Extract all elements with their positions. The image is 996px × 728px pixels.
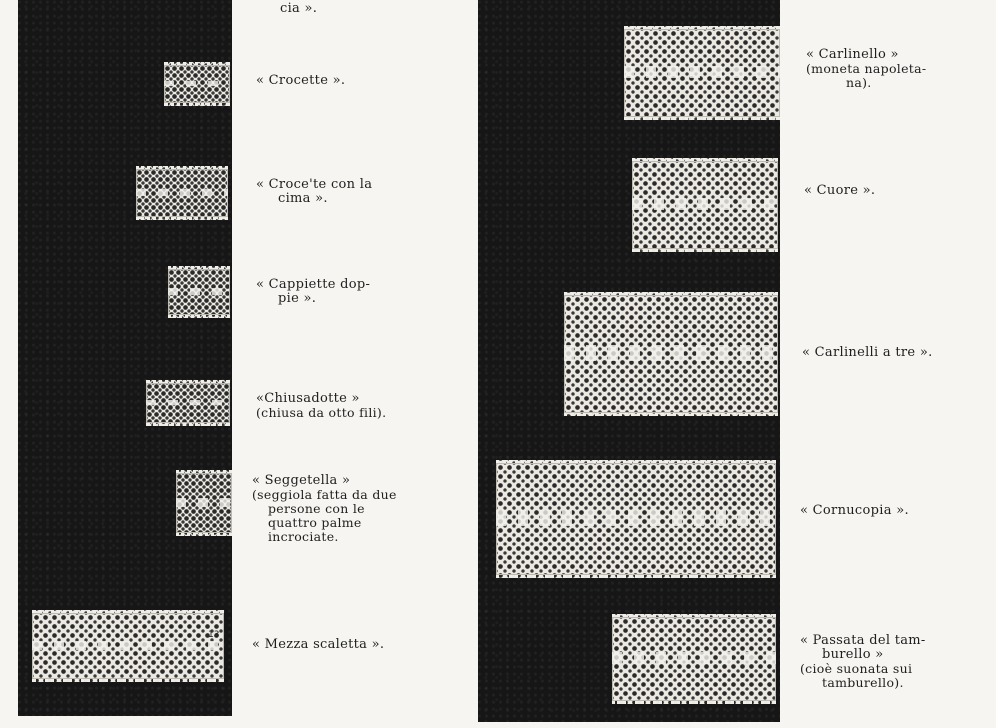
lace-sample-carlinelli-a-tre: [564, 292, 778, 416]
lace-sample-seggetella: [176, 470, 232, 536]
lace-sample-cornucopia: [496, 460, 776, 578]
caption-cornucopia: « Cornucopia ».: [800, 503, 909, 518]
caption-seggetella: « Seggetella » (seggiola fatta da due persone con le quattro palme incrociate.: [252, 473, 397, 544]
caption-top-fragment: cia ».: [280, 1, 318, 16]
lace-sample-passata-del-tamburello: [612, 614, 776, 704]
caption-cappiette-doppie: « Cappiette dop- pie ».: [256, 277, 371, 306]
caption-crocette-con-la-cima: « Croce'te con la cima ».: [256, 177, 373, 206]
left-photo-panel: [18, 0, 232, 716]
lace-sample-mezza-scaletta: [32, 610, 224, 682]
caption-crocette: « Crocette ».: [256, 73, 346, 88]
caption-mezza-scaletta: « Mezza scaletta ».: [252, 637, 385, 652]
caption-carlinello: « Carlinello » (moneta napoleta- na).: [806, 47, 927, 90]
lace-sample-crocette: [164, 62, 230, 106]
lace-sample-cappiette-doppie: [168, 266, 230, 318]
lace-sample-carlinello: [624, 26, 780, 120]
lace-sample-crocette-con-la-cima: [136, 166, 228, 220]
sample-number-label: 13: [208, 630, 220, 640]
right-photo-panel: [478, 0, 780, 722]
lace-sample-cuore: [632, 158, 778, 252]
caption-cuore: « Cuore ».: [804, 183, 876, 198]
caption-passata-del-tamburello: « Passata del tam- burello » (cioè suonata sui tamburello).: [800, 633, 926, 690]
lace-sample-chiusadotte: [146, 380, 230, 426]
caption-carlinelli-a-tre: « Carlinelli a tre ».: [802, 345, 933, 360]
caption-chiusadotte: «Chiusadotte » (chiusa da otto fili).: [256, 391, 387, 420]
